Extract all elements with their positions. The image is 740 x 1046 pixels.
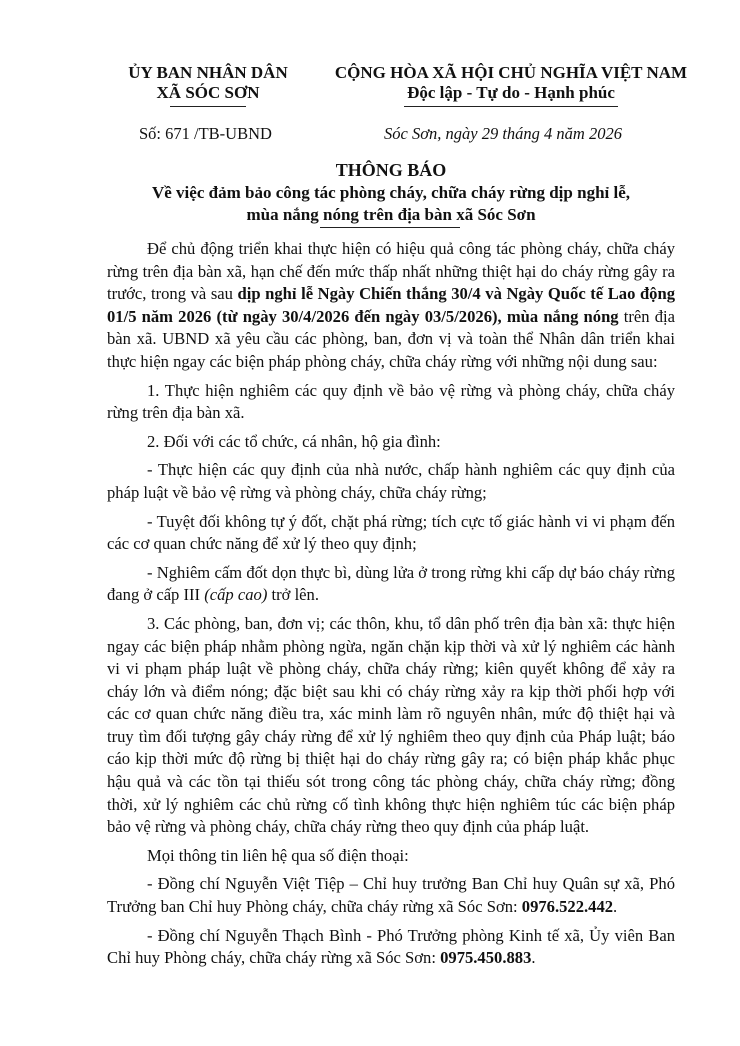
national-motto-block [330,63,692,103]
issuer-line2: XÃ SÓC SƠN [156,83,260,102]
contact-2-end: . [531,948,536,968]
issuer-block [118,63,298,103]
place-date: Sóc Sơn, ngày 29 tháng 4 năm 2026 [384,124,622,143]
document-title: THÔNG BÁO [335,160,447,180]
contact-2 [107,925,675,970]
national-motto: Độc lập - Tự do - Hạnh phúc [407,83,615,102]
document-body [107,238,675,976]
contact-1 [107,873,675,918]
contact-intro: Mọi thông tin liên hệ qua số điện thoại: [147,845,409,865]
document-number: Số: 671 /TB-UBND [139,124,272,143]
contact-1-text: - Đồng chí Nguyễn Việt Tiệp – Chỉ huy trưởng Ban Chỉ huy Quân sự xã, Phó Trưởng ban Chỉ huy Phòng cháy, chữa cháy rừng xã Sóc Sơn: [107,874,675,917]
contact-1-end: . [613,897,618,917]
contact-2-phone: 0975.450.883 [440,948,532,968]
subtitle-line2: mùa nắng nóng trên địa bàn xã Sóc Sơn [246,205,536,224]
intro-text-2: trên địa bàn xã. UBND xã yêu cầu các phòng, ban, đơn vị và toàn thể Nhân dân triển khai thực hiện ngay các biện pháp phòng cháy, chữa cháy rừng với những nội dung sau: [107,306,676,371]
national-title: CỘNG HÒA XÃ HỘI CHỦ NGHĨA VIỆT NAM [334,63,688,82]
intro-text-1: Để chủ động triển khai thực hiện có hiệu quả công tác phòng cháy, chữa cháy rừng trên địa bàn xã, hạn chế đến mức thấp nhất những thiệt hại do cháy rừng gây ra trước, trong và sau [107,239,675,304]
item-2-c-text-2: trở lên. [267,585,319,605]
intro-paragraph [107,238,675,374]
item-2-a: - Thực hiện các quy định của nhà nước, chấp hành nghiêm các quy định của pháp luật về bảo vệ rừng và phòng cháy, chữa cháy rừng; [107,460,675,502]
item-3: 3. Các phòng, ban, đơn vị; các thôn, khu, tổ dân phố trên địa bàn xã: thực hiện ngay các biện pháp nhằm phòng ngừa, ngăn chặn kịp thời và xử lý nghiêm các hành vi vi phạm pháp luật về phòng cháy, chữa cháy rừng; kiên quyết không để xảy ra cháy lớn và điểm nóng; đặc biệt sau khi có cháy rừng xảy ra kịp thời phối hợp với các cơ quan chức năng điều tra, xác minh làm rõ nguyên nhân, mức độ thiệt hại và truy tìm đối tượng gây cháy rừng để xử lý nghiêm theo quy định của Pháp luật; báo cáo kịp thời mức độ rừng bị thiệt hại do cháy rừng gây ra; có biện pháp khắc phục hậu quả và các tồn tại thiếu sót trong công tác phòng cháy, chữa cháy rừng; đồng thời, xử lý nghiêm các chủ rừng cố tình không thực hiện nghiêm túc các biện pháp bảo vệ rừng và phòng cháy, chữa cháy rừng theo quy định của pháp luật. [107,613,675,837]
issuer-line1: ỦY BAN NHÂN DÂN [128,63,288,82]
item-2-c-italic: (cấp cao) [204,585,268,605]
subtitle-line1: Về việc đảm bảo công tác phòng cháy, chữa cháy rừng dịp nghỉ lễ, [151,183,631,202]
contact-2-text: - Đồng chí Nguyễn Thạch Bình - Phó Trưởng phòng Kinh tế xã, Ủy viên Ban Chỉ huy Phòng cháy, chữa cháy rừng xã Sóc Sơn: [107,925,675,968]
intro-bold: dịp nghỉ lễ Ngày Chiến thắng 30/4 và Ngày Quốc tế Lao động 01/5 năm 2026 (từ ngày 30/4/2026 đến ngày 03/5/2026), mùa nắng nóng [107,284,675,326]
issuer-underline [170,106,246,107]
item-2-c [107,562,675,607]
item-1: 1. Thực hiện nghiêm các quy định về bảo vệ rừng và phòng cháy, chữa cháy rừng trên địa bàn xã. [107,380,675,423]
motto-underline [404,106,618,107]
item-2-c-text-1: - Nghiêm cấm đốt dọn thực bì, dùng lửa ở trong rừng khi cấp dự báo cháy rừng đang ở cấp III [107,562,675,605]
contact-1-phone: 0976.522.442 [521,897,614,917]
document-subtitle [107,182,675,226]
item-2-b: - Tuyệt đối không tự ý đốt, chặt phá rừng; tích cực tố giác hành vi vi phạm đến các cơ quan chức năng để xử lý theo quy định; [107,511,675,554]
item-2: 2. Đối với các tổ chức, cá nhân, hộ gia đình: [147,431,441,451]
subtitle-underline [320,227,460,228]
